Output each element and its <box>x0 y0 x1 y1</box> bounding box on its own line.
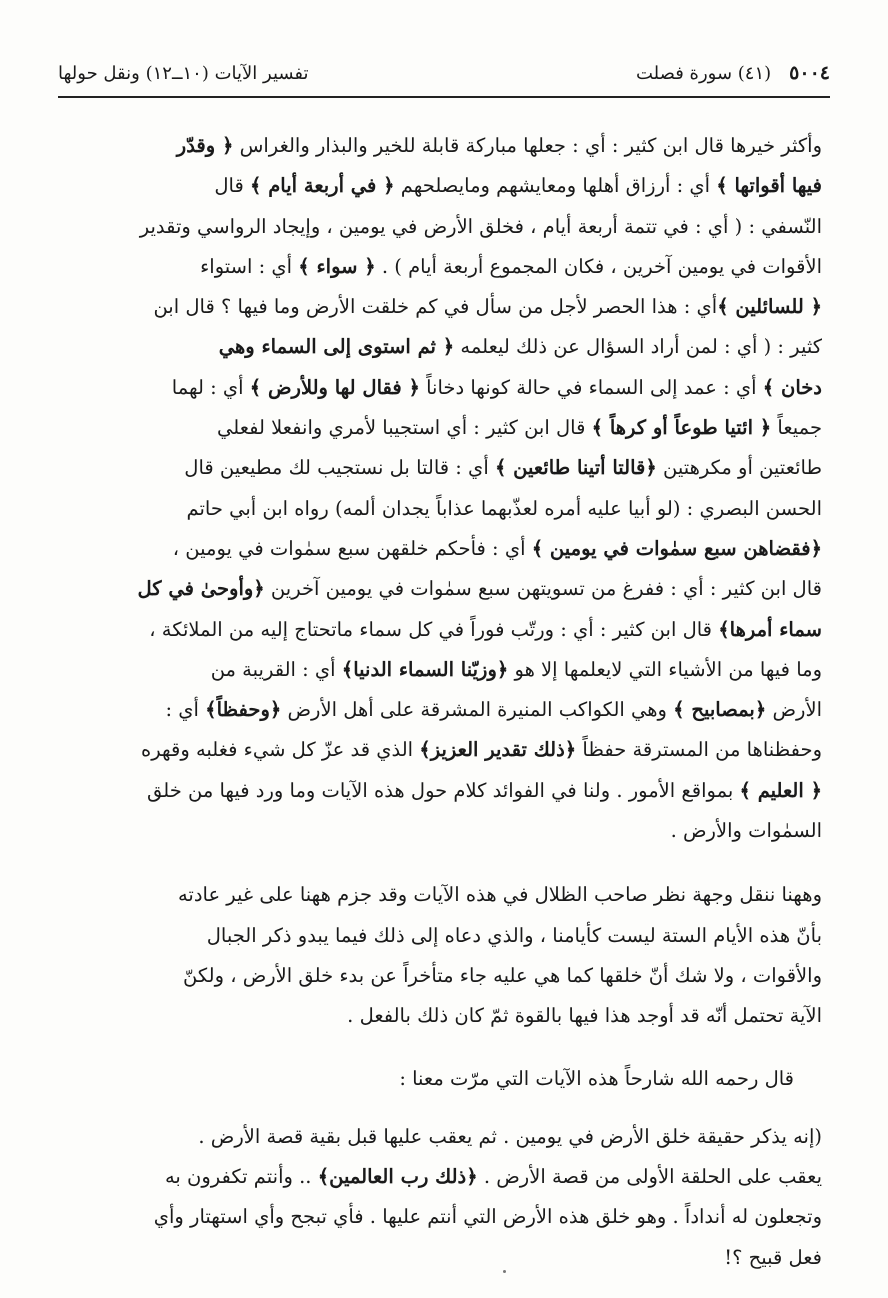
quran-quote: ﴿ذلك رب العالمين﴾ <box>317 1165 478 1189</box>
commentary-text: قال <box>214 174 250 198</box>
quran-quote: ﴿فقضاهن سبع سمٰوات في يومين ﴾ <box>531 536 822 560</box>
quran-quote: ﴿ ثم استوى إلى السماء وهي <box>218 335 455 359</box>
commentary-text: جميعاً <box>771 416 822 440</box>
text-line <box>64 207 822 247</box>
commentary-text: (إنه يذكر حقيقة خلق الأرض في يومين . ثم يعقب عليها قبل بقية قصة الأرض . <box>198 1124 822 1148</box>
text-line <box>64 327 822 367</box>
commentary-text: أي : لهما <box>171 375 250 399</box>
commentary-text: وحفظناها من المسترقة حفظاً <box>576 738 822 762</box>
commentary-text: أي : القريبة من <box>210 657 342 681</box>
commentary-text: بمواقع الأمور . ولنا في الفوائد كلام حول هذه الآيات وما ورد فيها من خلق <box>147 778 740 802</box>
quran-quote: ﴿ فقال لها وللأرض ﴾ <box>249 375 420 399</box>
text-line <box>64 448 822 488</box>
commentary-text: أي : <box>165 698 206 722</box>
paragraph-quote-intro <box>64 1059 822 1099</box>
page-header <box>58 52 830 94</box>
text-line <box>64 650 822 690</box>
text-line <box>64 730 822 770</box>
page-body <box>64 126 822 1278</box>
commentary-text: أي : قالتا بل نستجيب لك مطيعين قال <box>184 456 495 480</box>
commentary-text: كثير : ( أي : لمن أراد السؤال عن ذلك ليعلمه <box>454 335 822 359</box>
text-line <box>64 690 822 730</box>
text-line <box>64 996 822 1036</box>
quran-quote: ﴿وحفظاً﴾ <box>205 698 282 722</box>
text-line <box>64 610 822 650</box>
text-line <box>64 489 822 529</box>
commentary-text: قال ابن كثير : أي : ورتّب فوراً في كل سماء ماتحتاج إليه من الملائكة ، <box>149 617 719 641</box>
text-line <box>64 1197 822 1237</box>
quran-quote: ﴿ وقدّر <box>176 134 234 157</box>
quran-quote: دخان ﴾ <box>762 375 822 399</box>
commentary-text: الأرض <box>766 698 822 722</box>
paragraph-zilal-intro <box>64 875 822 1036</box>
commentary-text: أي : عمد إلى السماء في حالة كونها دخاناً <box>419 375 763 399</box>
quran-quote: ﴿بمصابيح ﴾ <box>673 698 767 722</box>
quran-quote: ﴿ سواء ﴾ <box>298 254 376 278</box>
text-line <box>64 811 822 851</box>
surah-title: (٤١) سورة فصلت <box>635 62 772 84</box>
text-line <box>64 1157 822 1197</box>
quran-quote: سماء أمرها﴾ <box>718 617 822 641</box>
commentary-text: الآية تحتمل أنّه قد أوجد هذا فيها بالقوة ثمّ كان ذلك بالفعل . <box>347 1004 822 1028</box>
quran-quote: ﴿ للسائلين ﴾ <box>717 295 822 319</box>
commentary-text: أي : أرزاق أهلها ومعايشهم ومايصلحهم <box>394 174 717 198</box>
text-line <box>64 368 822 408</box>
quran-quote: ﴿ ائتيا طوعاً أو كرهاً ﴾ <box>591 416 772 440</box>
commentary-text: أي : فأحكم خلقهن سبع سمٰوات في يومين ، <box>172 536 532 560</box>
text-line <box>64 1117 822 1157</box>
text-line: قال رحمه الله شارحاً هذه الآيات التي مرّت معنا : <box>399 1066 794 1090</box>
text-line <box>64 126 822 166</box>
commentary-text: يعقب على الحلقة الأولى من قصة الأرض . <box>477 1165 822 1189</box>
commentary-text: أي : استواء <box>200 254 299 278</box>
paragraph-zilal-quote <box>64 1117 822 1278</box>
commentary-text: وتجعلون له أنداداً . وهو خلق هذه الأرض التي أنتم عليها . فأي تبجح وأي استهتار وأي <box>153 1205 822 1229</box>
commentary-text: قال ابن كثير : أي استجيبا لأمري وانفعلا لفعلي <box>217 416 592 440</box>
commentary-text: .. وأنتم تكفرون به <box>164 1165 318 1189</box>
commentary-text: طائعتين أو مكرهتين <box>656 456 822 480</box>
commentary-text: وأكثر خيرها قال ابن كثير : أي : جعلها مباركة قابلة للخير والبذار والغراس <box>233 134 822 157</box>
commentary-text: السمٰوات والأرض . <box>670 819 822 843</box>
commentary-text: الأقوات في يومين آخرين ، فكان المجموع أربعة أيام ) . <box>375 254 822 278</box>
commentary-text: النّسفي : ( أي : في تتمة أربعة أيام ، فخلق الأرض في يومين ، وإيجاد الرواسي وتقدير <box>139 214 822 238</box>
header-divider <box>58 96 830 98</box>
commentary-text: الحسن البصري : (لو أبيا عليه أمره لعذّبهما عذاباً يجدان ألمه) رواه ابن أبي حاتم <box>186 496 822 520</box>
quran-quote: ﴿قالتا أتينا طائعين ﴾ <box>494 456 657 480</box>
commentary-text: أي : هذا الحصر لأجل من سأل في كم خلقت الأرض وما فيها ؟ قال ابن <box>153 295 718 319</box>
text-line <box>64 247 822 287</box>
text-line <box>64 166 822 206</box>
quran-quote: ﴿ في أربعة أيام ﴾ <box>250 174 395 198</box>
commentary-text: وههنا ننقل وجهة نظر صاحب الظلال في هذه الآيات وقد جزم ههنا على غير عادته <box>177 883 822 907</box>
paragraph-tafsir-verses <box>64 126 822 851</box>
header-right-group <box>636 62 830 84</box>
commentary-text: والأقوات ، ولا شك أنّ خلقها كما هي عليه جاء متأخراً عن بدء خلق الأرض ، ولكنّ <box>183 963 822 987</box>
text-line <box>64 287 822 327</box>
commentary-text: الذي قد عزّ كل شيء فغلبه وقهره <box>141 738 420 762</box>
text-line <box>64 529 822 569</box>
quran-quote: ﴿ العليم ﴾ <box>739 778 822 802</box>
commentary-text: بأنّ هذه الأيام الستة ليست كأيامنا ، والذي دعاه إلى ذلك فيما يبدو ذكر الجبال <box>206 923 822 947</box>
page-number: ٥٠٠٤ <box>789 62 830 84</box>
quran-quote: فيها أقواتها ﴾ <box>716 174 822 198</box>
commentary-text: فعل قبيح ؟! <box>724 1245 822 1269</box>
quran-quote: ﴿ذلك تقدير العزيز﴾ <box>419 738 577 762</box>
text-line <box>64 875 822 915</box>
commentary-text: قال ابن كثير : أي : ففرغ من تسويتهن سبع سمٰوات في يومين آخرين <box>264 577 822 601</box>
text-line <box>64 771 822 811</box>
text-line <box>64 408 822 448</box>
commentary-text: وما فيها من الأشياء التي لايعلمها إلا هو <box>508 657 822 681</box>
text-line <box>64 956 822 996</box>
quran-quote: ﴿وأوحىٰ في كل <box>137 577 265 601</box>
text-line <box>64 1238 822 1278</box>
section-title: تفسير الآيات (١٠ــ١٢) ونقل حولها <box>58 62 309 84</box>
text-line <box>64 916 822 956</box>
commentary-text: وهي الكواكب المنيرة المشرقة على أهل الأرض <box>281 698 674 722</box>
text-line <box>64 569 822 609</box>
quran-quote: ﴿وزيّنا السماء الدنيا﴾ <box>341 657 509 681</box>
footer-dot <box>503 1270 506 1273</box>
